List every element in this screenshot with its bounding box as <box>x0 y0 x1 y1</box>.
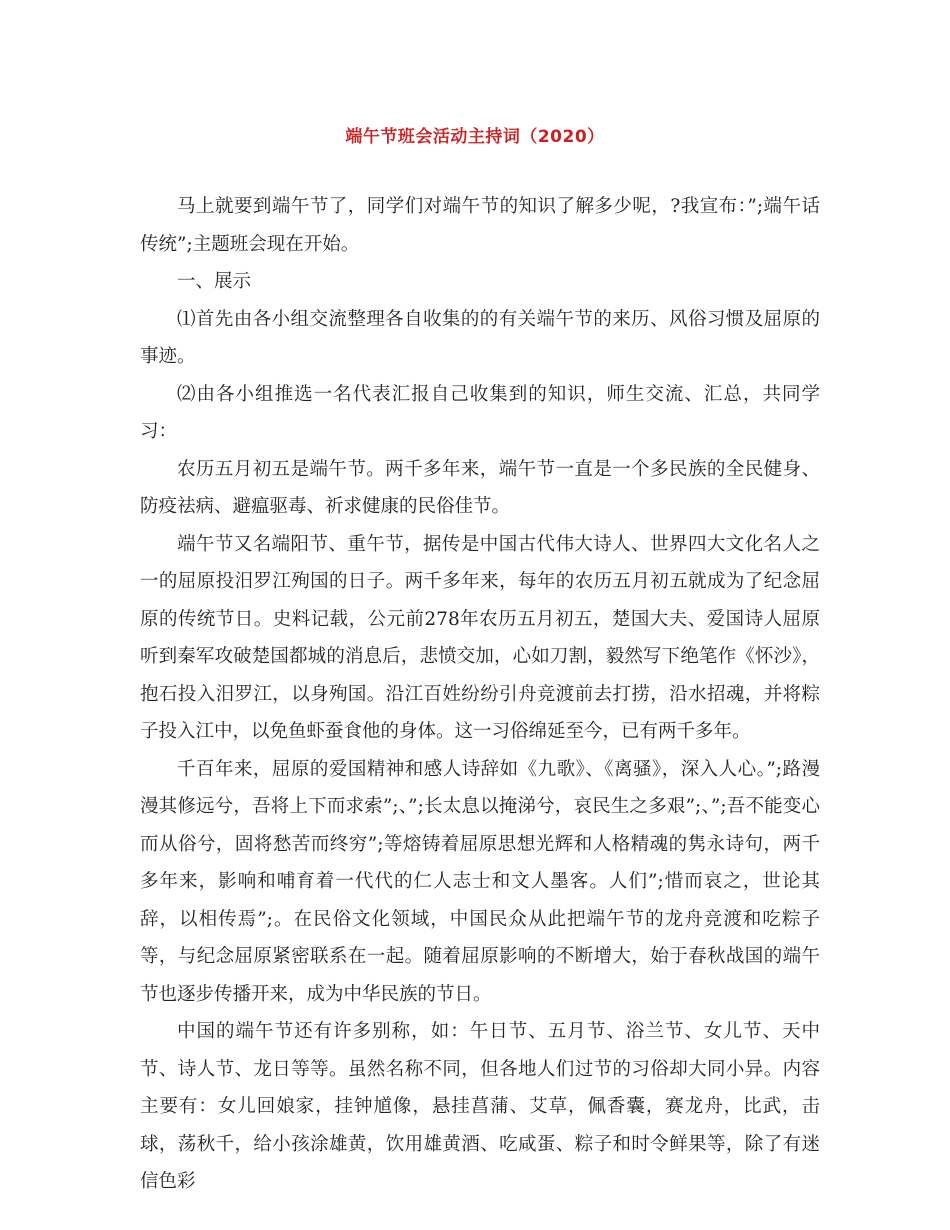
document-title: 端午节班会活动主持词（2020） <box>345 127 605 147</box>
paragraph: ⑴首先由各小组交流整理各自收集的的有关端午节的来历、风俗习惯及屈原的事迹。 <box>140 308 820 367</box>
paragraph: 马上就要到端午节了，同学们对端午节的知识了解多少呢，?我宣布：”;端午话传统”;主题班会现在开始。 <box>140 196 820 255</box>
document-body <box>140 188 820 1201</box>
paragraph: 一、展示 <box>177 271 252 292</box>
paragraph: 端午节又名端阳节、重午节，据传是中国古代伟大诗人、世界四大文化名人之一的屈原投汨罗江殉国的日子。两千多年来，每年的农历五月初五就成为了纪念屈原的传统节日。史料记载，公元前278年农历五月初五，楚国大夫、爱国诗人屈原听到秦军攻破楚国都城的消息后，悲愤交加，心如刀割，毅然写下绝笔作《怀沙》，抱石投入汨罗江，以身殉国。沿江百姓纷纷引舟竞渡前去打捞，沿水招魂，并将粽子投入江中，以免鱼虾蚕食他的身体。这一习俗绵延至今，已有两千多年。 <box>140 533 820 742</box>
paragraph: ⑵由各小组推选一名代表汇报自己收集到的知识，师生交流、汇总，共同学习： <box>140 383 820 442</box>
paragraph: 农历五月初五是端午节。两千多年来，端午节一直是一个多民族的全民健身、防疫祛病、避瘟驱毒、祈求健康的民俗佳节。 <box>140 458 820 517</box>
paragraph: 千百年来，屈原的爱国精神和感人诗辞如《九歌》、《离骚》，深入人心。”;路漫漫其修远兮，吾将上下而求索”;、”;长太息以掩涕兮，哀民生之多艰”;、”;吾不能变心而从俗兮，固将愁苦而终穷”;等熔铸着屈原思想光辉和人格精魂的隽永诗句，两千多年来，影响和哺育着一代代的仁人志士和文人墨客。人们”;惜而哀之，世论其辞，以相传焉”;。在民俗文化领域，中国民众从此把端午节的龙舟竞渡和吃粽子等，与纪念屈原紧密联系在一起。随着屈原影响的不断增大，始于春秋战国的端午节也逐步传播开来，成为中华民族的节日。 <box>140 758 820 1005</box>
paragraph: 中国的端午节还有许多别称，如：午日节、五月节、浴兰节、女儿节、天中节、诗人节、龙日等等。虽然名称不同，但各地人们过节的习俗却大同小异。内容主要有：女儿回娘家，挂钟馗像，悬挂菖蒲、艾草，佩香囊，赛龙舟，比武，击球，荡秋千，给小孩涂雄黄，饮用雄黄酒、吃咸蛋、粽子和时令鲜果等，除了有迷信色彩 <box>140 1021 820 1192</box>
